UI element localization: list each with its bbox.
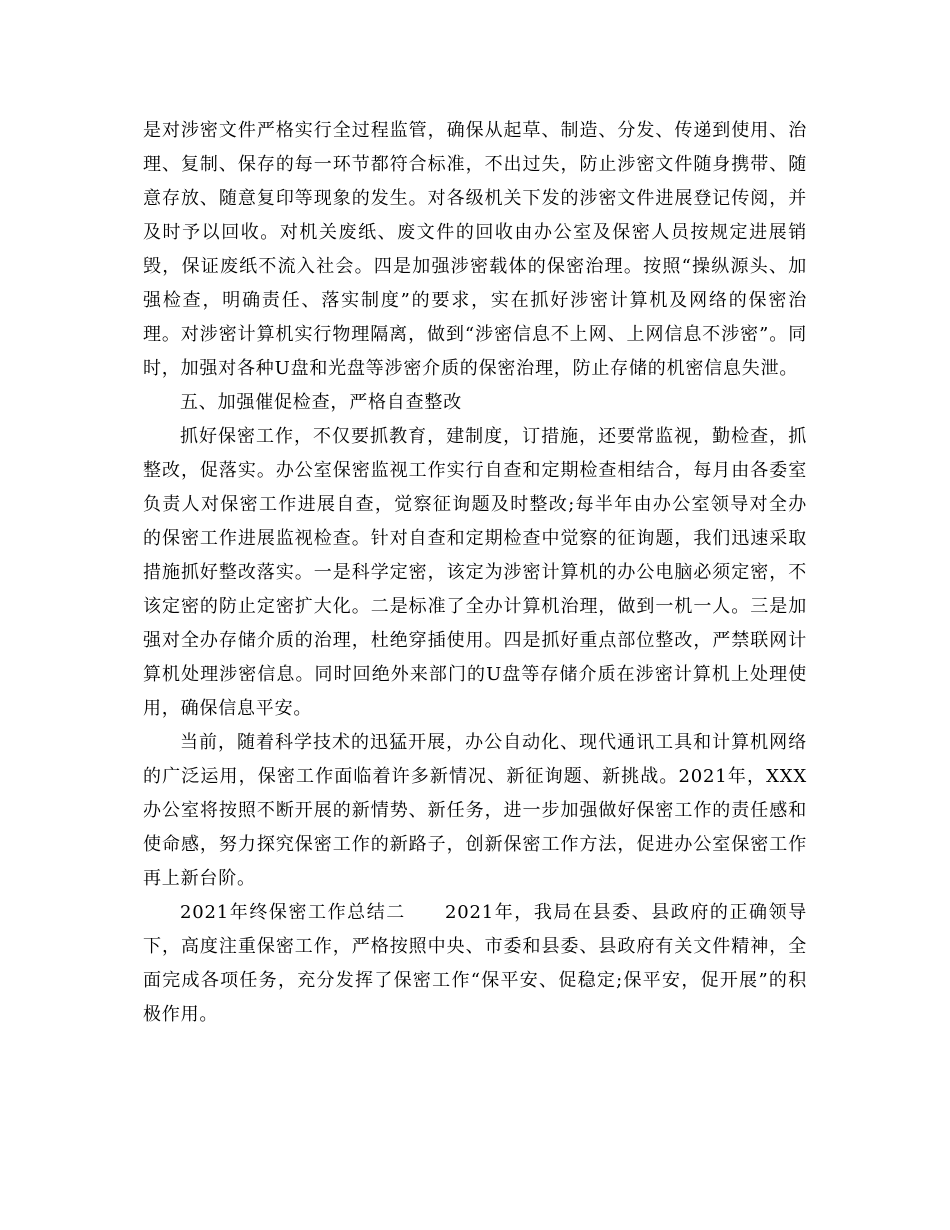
paragraph-year-end-summary-two: 2021年终保密工作总结二 2021年，我局在县委、县政府的正确领导下，高度注重保密工作，严格按照中央、市委和县委、县政府有关文件精神，全面完成各项任务，充分发挥了保密工作“保平安、促稳定;保平安，促开展”的积极作用。 [143, 902, 807, 1025]
section-heading-five: 五、加强催促检查，严格自查整改 [180, 392, 462, 413]
paragraph-confidential-documents: 是对涉密文件严格实行全过程监管，确保从起草、制造、分发、传递到使用、治理、复制、保存的每一环节都符合标准，不出过失，防止涉密文件随身携带、随意存放、随意复印等现象的发生。对各级机关下发的涉密文件进展登记传阅，并及时予以回收。对机关废纸、废文件的回收由办公室及保密人员按规定进展销毁，保证废纸不流入社会。四是加强涉密载体的保密治理。按照“操纵源头、加强检查，明确责任、落实制度”的要求，实在抓好涉密计算机及网络的保密治理。对涉密计算机实行物理隔离，做到“涉密信息不上网、上网信息不涉密”。同时，加强对各种U盘和光盘等涉密介质的保密治理，防止存储的机密信息失泄。 [143, 120, 807, 379]
document-page [143, 114, 807, 1032]
paragraph-current-situation: 当前，随着科学技术的迅猛开展，办公自动化、现代通讯工具和计算机网络的广泛运用，保密工作面临着许多新情况、新征询题、新挑战。2021年，XXX办公室将按照不断开展的新情势、新任务，进一步加强做好保密工作的责任感和使命感，努力探究保密工作的新路子，创新保密工作方法，促进办公室保密工作再上新台阶。 [143, 732, 807, 889]
paragraph-supervision-inspection: 抓好保密工作，不仅要抓教育，建制度，订措施，还要常监视，勤检查，抓整改，促落实。办公室保密监视工作实行自查和定期检查相结合，每月由各委室负责人对保密工作进展自查，觉察征询题及时整改;每半年由办公室领导对全办的保密工作进展监视检查。针对自查和定期检查中觉察的征询题，我们迅速采取措施抓好整改落实。一是科学定密，该定为涉密计算机的办公电脑必须定密，不该定密的防止定密扩大化。二是标准了全办计算机治理，做到一机一人。三是加强对全办存储介质的治理，杜绝穿插使用。四是抓好重点部位整改，严禁联网计算机处理涉密信息。同时回绝外来部门的U盘等存储介质在涉密计算机上处理使用，确保信息平安。 [143, 426, 807, 719]
